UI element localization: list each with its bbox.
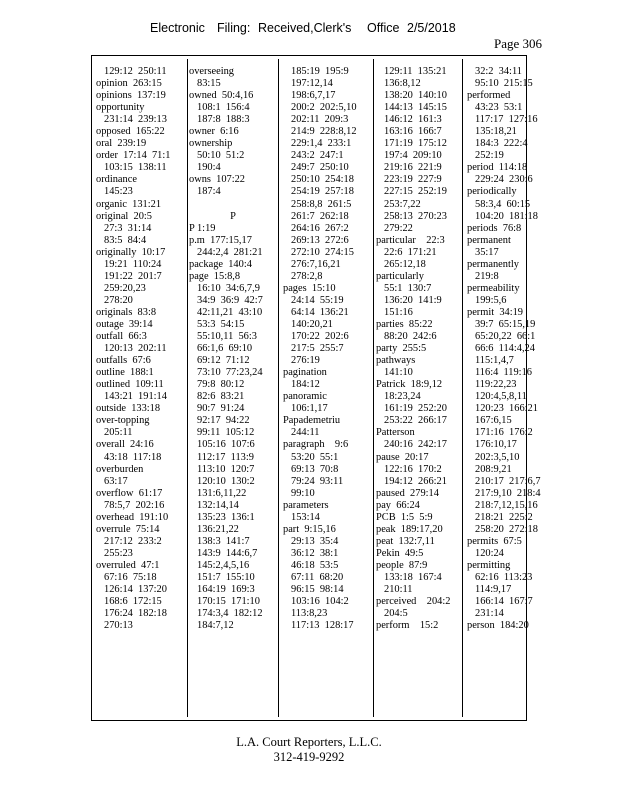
index-reference: 187:4 (197, 186, 221, 198)
index-reference: 116:4 119:16 (475, 367, 532, 379)
index-reference: 163:16 166:7 (384, 126, 442, 138)
index-reference: 202:3,5,10 (475, 451, 520, 463)
index-reference: 167:6,15 (475, 415, 512, 427)
index-entry: p.m 177:15,17 (189, 234, 252, 246)
index-reference: 210:17 217:6,7 (475, 475, 541, 487)
index-reference: 136:20 141:9 (384, 294, 442, 306)
index-reference: 176:24 182:18 (104, 608, 167, 620)
index-reference: 145:23 (104, 186, 133, 198)
index-reference: 276:7,16,21 (291, 258, 341, 270)
index-reference: 229:24 230:6 (475, 174, 533, 186)
index-reference: 117:17 127:16 (475, 114, 538, 126)
index-reference: 132:14,14 (197, 499, 239, 511)
footer-phone: 312-419-9292 (273, 750, 345, 764)
index-reference: 138:20 140:10 (384, 90, 447, 102)
index-reference: 106:1,17 (291, 403, 328, 415)
index-reference: 254:19 257:18 (291, 186, 354, 198)
index-reference: 113:10 120:7 (197, 463, 255, 475)
index-reference: 43:23 53:1 (475, 102, 523, 114)
index-reference: 218:7,12,15,16 (475, 499, 538, 511)
index-reference: 244:11 (291, 427, 320, 439)
index-reference: 136:21,22 (197, 523, 239, 535)
index-reference: 62:16 113:23 (475, 571, 533, 583)
index-reference: 79:8 80:12 (197, 379, 245, 391)
index-reference: 244:2,4 281:21 (197, 246, 263, 258)
index-reference: 219:8 (475, 270, 499, 282)
header-received: Received,Clerk's (258, 21, 352, 35)
index-reference: 73:10 77:23,24 (197, 367, 263, 379)
index-reference: 143:21 191:14 (104, 391, 167, 403)
index-entry: overhead 191:10 (96, 511, 169, 523)
index-reference: 67:11 68:20 (291, 571, 344, 583)
index-reference: 53:3 54:15 (197, 318, 245, 330)
index-reference: 122:16 170:2 (384, 463, 442, 475)
index-entry: ordinance (96, 174, 137, 186)
index-entry: owned 50:4,16 (189, 90, 254, 102)
index-reference: 184:7,12 (197, 620, 234, 632)
index-entry: Pekin 49:5 (376, 547, 424, 559)
index-entry: period 114:18 (467, 162, 528, 174)
index-entry: overrule 75:14 (96, 523, 160, 535)
index-reference: 24:14 55:19 (291, 294, 344, 306)
index-entry: outline 188:1 (96, 367, 154, 379)
index-entry: permanently (467, 258, 519, 270)
index-reference: 39:7 65:15,19 (475, 318, 536, 330)
index-entry: outside 133:18 (96, 403, 161, 415)
index-reference: 16:10 34:6,7,9 (197, 282, 260, 294)
index-entry: opposed 165:22 (96, 126, 165, 138)
index-reference: 217:9,10 218:4 (475, 487, 541, 499)
index-column-5 (467, 66, 541, 632)
index-entry: Papademetriu (283, 415, 341, 427)
index-reference: 210:11 (384, 584, 413, 596)
index-reference: 90:7 91:24 (197, 403, 245, 415)
index-reference: 135:23 136:1 (197, 511, 255, 523)
index-entry: originally 10:17 (96, 246, 166, 258)
index-reference: 115:1,4,7 (475, 355, 514, 367)
index-reference: 265:12,18 (384, 258, 426, 270)
index-reference: 120:13 202:11 (104, 343, 167, 355)
index-reference: 55:10,11 56:3 (197, 331, 257, 343)
index-reference: 65:20,22 66:1 (475, 331, 536, 343)
index-reference: 269:13 272:6 (291, 234, 349, 246)
index-entry: pause 20:17 (376, 451, 429, 463)
index-reference: 120:4,5,8,11 (475, 391, 527, 403)
index-entry: originals 83:8 (96, 306, 157, 318)
index-reference: 194:12 266:21 (384, 475, 447, 487)
index-entry: pagination (283, 367, 327, 379)
index-reference: 64:14 136:21 (291, 306, 349, 318)
index-entry: outage 39:14 (96, 318, 153, 330)
index-reference: 112:17 113:9 (197, 451, 254, 463)
index-reference: 42:11,21 43:10 (197, 306, 263, 318)
index-reference: 18:23,24 (384, 391, 421, 403)
index-entry: panoramic (283, 391, 327, 403)
index-entry: party 255:5 (376, 343, 427, 355)
index-reference: 136:8,12 (384, 78, 421, 90)
index-reference: 99:11 105:12 (197, 427, 255, 439)
index-entry: outfall 66:3 (96, 331, 147, 343)
index-reference: 143:9 144:6,7 (197, 547, 258, 559)
index-reference: 231:14 239:13 (104, 114, 167, 126)
index-reference: 184:12 (291, 379, 320, 391)
header-office: Office (367, 21, 400, 35)
index-entry: overruled 47:1 (96, 559, 160, 571)
index-entry: over-topping (96, 415, 150, 427)
index-entry: P 1:19 (189, 222, 216, 234)
index-table (91, 55, 541, 721)
index-entry: perceived 204:2 (376, 596, 451, 608)
index-reference: 29:13 35:4 (291, 535, 339, 547)
index-entry: parties 85:22 (376, 318, 433, 330)
index-reference: 113:8,23 (291, 608, 328, 620)
footer-company: L.A. Court Reporters, L.L.C. (236, 735, 382, 749)
index-reference: 223:19 227:9 (384, 174, 442, 186)
index-entry: paragraph 9:6 (283, 439, 349, 451)
index-entry: permit 34:19 (467, 306, 523, 318)
index-reference: 138:3 141:7 (197, 535, 250, 547)
index-reference: 164:19 169:3 (197, 584, 255, 596)
index-reference: 204:5 (384, 608, 408, 620)
index-entry: perform 15:2 (376, 620, 439, 632)
index-reference: 170:22 202:6 (291, 331, 349, 343)
index-reference: 129:12 250:11 (104, 66, 167, 77)
index-column-3 (283, 66, 371, 632)
index-reference: 197:12,14 (291, 78, 333, 90)
index-reference: 229:1,4 233:1 (291, 138, 352, 150)
index-reference: 279:22 (384, 222, 413, 234)
index-entry: people 87:9 (376, 559, 428, 571)
index-reference: 46:18 53:5 (291, 559, 339, 571)
index-entry: overburden (96, 463, 144, 475)
index-reference: 270:13 (104, 620, 133, 632)
index-reference: 105:16 107:6 (197, 439, 255, 451)
index-reference: 151:16 (384, 306, 413, 318)
index-entry: opinions 137:19 (96, 90, 166, 102)
index-entry: ownership (189, 138, 233, 150)
section-letter: P (230, 210, 236, 222)
index-entry: overseeing (189, 66, 235, 77)
index-reference: 131:6,11,22 (197, 487, 247, 499)
index-reference: 171:16 176:2 (475, 427, 533, 439)
index-reference: 82:6 83:21 (197, 391, 245, 403)
index-reference: 53:20 55:1 (291, 451, 339, 463)
index-reference: 174:3,4 182:12 (197, 608, 263, 620)
index-reference: 120:10 130:2 (197, 475, 255, 487)
index-reference: 43:18 117:18 (104, 451, 162, 463)
column-divider (373, 59, 374, 717)
index-reference: 83:5 84:4 (104, 234, 147, 246)
index-reference: 99:10 (291, 487, 315, 499)
index-reference: 258:20 272:18 (475, 523, 538, 535)
index-reference: 69:12 71:12 (197, 355, 250, 367)
index-reference: 50:10 51:2 (197, 150, 245, 162)
index-reference: 217:12 233:2 (104, 535, 162, 547)
index-entry: package 140:4 (189, 258, 252, 270)
index-entry: performed (467, 90, 511, 102)
index-reference: 171:19 175:12 (384, 138, 447, 150)
index-reference: 200:2 202:5,10 (291, 102, 357, 114)
index-entry: paused 279:14 (376, 487, 439, 499)
index-reference: 117:13 128:17 (291, 620, 354, 632)
index-column-1 (96, 66, 184, 632)
index-entry: overflow 61:17 (96, 487, 163, 499)
index-reference: 146:12 161:3 (384, 114, 442, 126)
index-entry: overall 24:16 (96, 439, 154, 451)
index-entry: part 9:15,16 (283, 523, 336, 535)
index-reference: 197:4 209:10 (384, 150, 442, 162)
index-reference: 253:7,22 (384, 198, 421, 210)
index-entry: owner 6:16 (189, 126, 239, 138)
index-entry: Patterson (376, 427, 415, 439)
index-reference: 199:5,6 (475, 294, 507, 306)
index-reference: 218:21 225:2 (475, 511, 533, 523)
index-reference: 168:6 172:15 (104, 596, 162, 608)
index-reference: 67:16 75:18 (104, 571, 157, 583)
index-reference: 202:11 209:3 (291, 114, 349, 126)
index-reference: 35:17 (475, 246, 499, 258)
index-reference: 36:12 38:1 (291, 547, 339, 559)
index-reference: 103:16 104:2 (291, 596, 349, 608)
index-entry: particular 22:3 (376, 234, 445, 246)
index-entry: opinion 263:15 (96, 78, 162, 90)
index-reference: 276:19 (291, 355, 320, 367)
index-reference: 170:15 171:10 (197, 596, 260, 608)
index-reference: 261:7 262:18 (291, 210, 349, 222)
index-entry: periodically (467, 186, 517, 198)
index-reference: 153:14 (291, 511, 320, 523)
index-reference: 176:10,17 (475, 439, 517, 451)
index-reference: 58:3,4 60:15 (475, 198, 531, 210)
index-reference: 144:13 145:15 (384, 102, 447, 114)
index-entry: permanent (467, 234, 511, 246)
index-column-4 (376, 66, 461, 632)
index-reference: 214:9 228:8,12 (291, 126, 357, 138)
index-reference: 250:10 254:18 (291, 174, 354, 186)
index-reference: 258:13 270:23 (384, 210, 447, 222)
index-entry: person 184:20 (467, 620, 529, 632)
column-divider (462, 59, 463, 717)
index-column-2 (189, 66, 277, 632)
index-reference: 133:18 167:4 (384, 571, 442, 583)
index-reference: 120:24 (475, 547, 504, 559)
index-reference: 187:8 188:3 (197, 114, 250, 126)
index-entry: outlined 109:11 (96, 379, 164, 391)
index-reference: 264:16 267:2 (291, 222, 349, 234)
index-entry: periods 76:8 (467, 222, 522, 234)
index-reference: 129:11 135:21 (384, 66, 447, 77)
header-date: 2/5/2018 (407, 21, 456, 35)
index-entry: Patrick 18:9,12 (376, 379, 443, 391)
column-divider (278, 59, 279, 717)
index-reference: 198:6,7,17 (291, 90, 336, 102)
index-entry: owns 107:22 (189, 174, 245, 186)
header-filing: Filing: (217, 21, 251, 35)
index-reference: 66:1,6 69:10 (197, 343, 253, 355)
index-reference: 103:15 138:11 (104, 162, 167, 174)
index-reference: 32:2 34:11 (475, 66, 522, 77)
index-reference: 88:20 242:6 (384, 331, 437, 343)
index-entry: order 17:14 71:1 (96, 150, 171, 162)
index-reference: 166:14 167:7 (475, 596, 533, 608)
index-reference: 231:14 (475, 608, 504, 620)
index-reference: 278:2,8 (291, 270, 323, 282)
index-reference: 114:9,17 (475, 584, 512, 596)
index-reference: 259:20,23 (104, 282, 146, 294)
index-entry: permits 67:5 (467, 535, 522, 547)
index-reference: 120:23 166:21 (475, 403, 538, 415)
index-entry: opportunity (96, 102, 145, 114)
index-reference: 96:15 98:14 (291, 584, 344, 596)
index-reference: 278:20 (104, 294, 133, 306)
column-divider (187, 59, 188, 717)
index-entry: pages 15:10 (283, 282, 336, 294)
index-entry: original 20:5 (96, 210, 152, 222)
header-label: Electronic (150, 21, 205, 35)
index-reference: 95:10 215:15 (475, 78, 533, 90)
index-entry (189, 199, 277, 211)
index-reference: 161:19 252:20 (384, 403, 447, 415)
index-reference: 208:9,21 (475, 463, 512, 475)
index-reference: 19:21 110:24 (104, 258, 162, 270)
index-reference: 55:1 130:7 (384, 282, 432, 294)
index-reference: 92:17 94:22 (197, 415, 250, 427)
index-reference: 22:6 171:21 (384, 246, 437, 258)
index-entry: page 15:8,8 (189, 270, 241, 282)
index-reference: 151:7 155:10 (197, 571, 255, 583)
index-reference: 79:24 93:11 (291, 475, 344, 487)
index-entry: pathways (376, 355, 416, 367)
index-reference: 258:8,8 261:5 (291, 198, 352, 210)
index-reference: 227:15 252:19 (384, 186, 447, 198)
index-reference: 140:20,21 (291, 318, 333, 330)
index-entry: oral 239:19 (96, 138, 147, 150)
index-reference: 141:10 (384, 367, 413, 379)
index-reference: 252:19 (475, 150, 504, 162)
index-reference: 185:19 195:9 (291, 66, 349, 77)
index-reference: 119:22,23 (475, 379, 517, 391)
index-reference: 240:16 242:17 (384, 439, 447, 451)
index-reference: 66:6 114:4,24 (475, 343, 535, 355)
index-reference: 27:3 31:14 (104, 222, 152, 234)
index-reference: 205:11 (104, 427, 133, 439)
index-reference: 184:3 222:4 (475, 138, 528, 150)
index-reference: 255:23 (104, 547, 133, 559)
index-entry: peat 132:7,11 (376, 535, 435, 547)
index-reference: 104:20 181:18 (475, 210, 538, 222)
index-entry: pay 66:24 (376, 499, 420, 511)
index-entry: particularly (376, 270, 424, 282)
index-entry: permeability (467, 282, 520, 294)
index-reference: 145:2,4,5,16 (197, 559, 250, 571)
index-reference: 253:22 266:17 (384, 415, 447, 427)
index-reference: 243:2 247:1 (291, 150, 344, 162)
index-reference: 135:18,21 (475, 126, 517, 138)
index-entry: peak 189:17,20 (376, 523, 443, 535)
index-reference: 69:13 70:8 (291, 463, 339, 475)
index-reference: 191:22 201:7 (104, 270, 162, 282)
index-entry: outfalls 67:6 (96, 355, 151, 367)
index-reference: 190:4 (197, 162, 221, 174)
index-reference: 83:15 (197, 78, 221, 90)
index-entry: PCB 1:5 5:9 (376, 511, 433, 523)
index-entry: organic 131:21 (96, 198, 162, 210)
index-reference: 249:7 250:10 (291, 162, 349, 174)
index-reference: 126:14 137:20 (104, 584, 167, 596)
page-number: Page 306 (494, 36, 543, 51)
index-reference: 219:16 221:9 (384, 162, 442, 174)
index-entry: parameters (283, 499, 329, 511)
index-entry: permitting (467, 559, 511, 571)
index-reference: 272:10 274:15 (291, 246, 354, 258)
index-reference: 34:9 36:9 42:7 (197, 294, 263, 306)
index-reference: 78:5,7 202:16 (104, 499, 165, 511)
index-reference: 63:17 (104, 475, 128, 487)
index-reference: 108:1 156:4 (197, 102, 250, 114)
index-reference: 217:5 255:7 (291, 343, 344, 355)
